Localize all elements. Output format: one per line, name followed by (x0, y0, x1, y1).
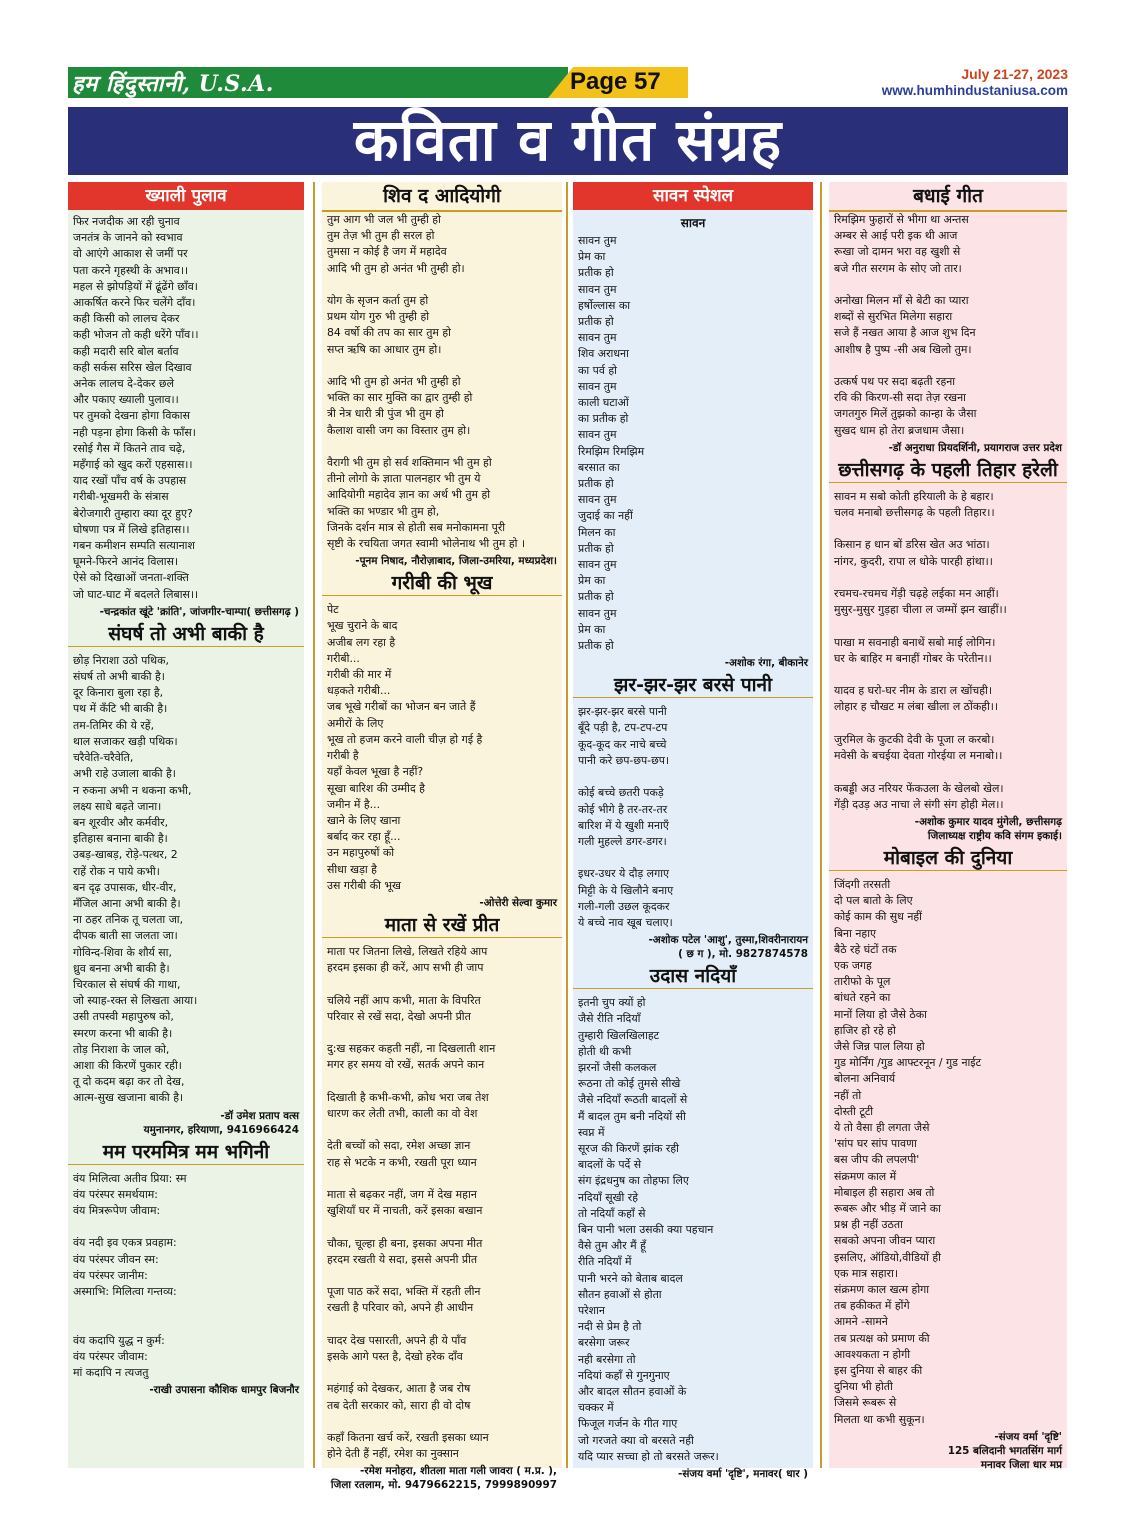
poem-author: -डॉ उमेश प्रताप वत्स यमुनानगर, हरियाणा, 9416966424 (143, 1109, 299, 1136)
poem-author: -राखी उपासना कौशिक धामपुर बिजनौर (149, 1384, 299, 1397)
poem-body: वंय मिलित्वा अतीव प्रिया: स्म वंय परंस्पर समर्थयाम: वंय मित्ररूपेण जीवाम: वंय नदी इव एकत्र प्रवहाम: वंय परंस्पर जीवन स्म: वंय परंस्पर जानीम: अस्माभि: मिलित्वा गन्तव्य: वंय कदापि युद्ध न कुर्म: वंय परंस्पर जीवाम: मां कदापि न त्यजतु (73, 1171, 187, 1379)
column-divider (313, 182, 315, 1468)
poem-title: माता से रखें प्रीत (322, 913, 562, 938)
poem-body: तुम आग भी जल भी तुम्ही हो तुम तेज़ भी तुम ही सरल हो तुमसा न कोई है जग में महादेव आदि भी तुम हो अनंत भी तुम्ही हो। योग के सृजन कर्ता तुम हो प्रथम योग गुरु भी तुम्ही हो 84 वर्षो की तप का सार तुम हो सप्त ऋषि का आधार तुम हो। आदि भी तुम हो अनंत भी तुम्ही हो भक्ति का सार मुक्ति का द्वार तुम्ही हो त्री नेत्र धारी त्री पुंज भी तुम हो कैलाश वासी जग का विस्तार तुम हो। वैरागी भी तुम हो सर्व शक्तिमान भी तुम हो तीनो लोगो के ज्ञाता पालनहार भी तुम ये आदियोगी महादेव ज्ञान का अर्थ भी तुम हो भक्ति का भण्डार भी तुम हो, जिनके दर्शन मात्र से होती सब मनोकामना पूरी सृष्टी के रचयिता जगत स्वामी भोलेनाथ भी तुम हो । (327, 213, 526, 551)
poem-body: जिंदगी तरसती दो पल बातो के लिए कोई काम की सुध नहीं बिना नहाए बैठे रहे घंटों तक एक जगह तारीफो के पूल बांधते रहने का मानों लिया हो जैसे ठेका हाजिर हो रहे हो जैसे जिन्न पाल लिया हो गुड मोर्निंग /गुड आफ्टरनून / गुड नाईट बोलना अनिवार्य नहीं तो दोस्ती टूटी ये तो वैसा ही लगता जैसे 'सांप घर सांप पावणा बस जीप की लपलपी' संक्रमण काल में मोबाइल ही सहारा अब तो रूबरू और भीड़ में जाने का प्रश्न ही नहीं उठता सबको अपना जीवन प्यारा इसलिए, ऑडियो,वीडियों ही एक मात्र सहारा। संक्रमण काल खत्म होगा तब हकीकत में होंगे आमने -सामने तब प्रत्यक्ष को प्रमाण की आवश्यकता न होगी इस दुनिया से बाहर की दुनिया भी होती जिसमे रूबरू से मिलता था कभी सुकून। (834, 877, 982, 1426)
poem-body: सावन म सबो कोती हरियाली के हे बहार। चलव मनाबो छत्तीसगढ़ के पहली तिहार।। किसान ह धान बों डरिस खेत अउ भांठा। नांगर, कुदरी, रापा ल धोके पारही हांथा।। रचमच-रचमच गेंड़ी चढ़हे लईका मन आहीं। मुसुर-मुसुर गुड़हा चीला ल जम्मों झन खाहीं।। पाखा म सवनाही बनाथें सबो माई लोगिन। घर के बाहिर म बनाहीं गोबर के परेतीन।। यादव ह घरो-घर नीम के डारा ल खोंचही। लोहार ह चौखट म लंबा खीला ल ठोंकही।। जुरमिल के कुटकी देवी के पूजा ल करबो। मवेसी के बचईया देवता गोरईया ल मनाबो।। कबड्डी अउ नरियर फेंकउला के खेलबो खेल। गेंड़ी दउड़ अउ नाचा ले संगी संग होही मेल।। (834, 489, 1007, 811)
poem-title: छत्तीसगढ़ के पहली तिहार हरेली (829, 458, 1067, 483)
poem-title: ख्याली पुलाव (68, 182, 304, 210)
website-link[interactable]: www.humhindustaniusa.com (881, 83, 1068, 98)
issue-date: July 21-27, 2023 (961, 66, 1068, 82)
poem-author: -अशोक पटेल 'आशु', तुस्मा,शिवरीनारायन ( छ ग ), मो. 9827874578 (648, 934, 808, 961)
poem-author: -पूनम निषाद, नौरोज़ाबाद, जिला-उमरिया, मध्यप्रदेश। (355, 555, 557, 568)
poem-title: उदास नदियाँ (573, 964, 813, 989)
poem-title: संघर्ष तो अभी बाकी है (68, 622, 304, 647)
poem-body: सावन तुम प्रेम का प्रतीक हो सावन तुम हर्षोल्लास का प्रतीक हो सावन तुम शिव अराधना का पर्व हो सावन तुम काली घटाओं का प्रतीक हो सावन तुम रिमझिम रिमझिम बरसात का प्रतीक हो सावन तुम जुदाई का नहीं मिलन का प्रतीक हो सावन तुम प्रेम का प्रतीक हो सावन तुम प्रेम का प्रतीक हो (578, 234, 645, 653)
page-title: कविता व गीत संग्रह (353, 106, 783, 174)
poem-title: गरीबी की भूख (322, 571, 562, 596)
poem-author: -रमेश मनोहरा, शीतला माता गली जावरा ( म.प्र. ), जिला रतलाम, मो. 9479662215, 7999890997 (330, 1465, 557, 1492)
poem-author: -अशोक कुमार यादव मुंगेली, छत्तीसगढ़ जिलाध्यक्ष राष्ट्रीय कवि संगम इकाई। (914, 815, 1062, 842)
column-4 (829, 182, 1067, 1471)
poem-author: -डॉ अनुराधा प्रियदर्शिनी, प्रयागराज उत्तर प्रदेश (888, 441, 1062, 454)
poem-title: शिव द आदियोगी (322, 182, 562, 212)
poem-body: पेट भूख चुराने के बाद अजीब लग रहा है गरीबी... गरीबी की मार में धड़कते गरीबी... जब भूखे गरीबों का भोजन बन जाते हैं अमीरों के लिए भूख तो हजम करने वाली चीज़ हो गई है गरीबी है यहाँ केवल भूखा है नहीं? सूखा बारिश की उम्मीद है जमीन में है... खाने के लिए खाना बर्बाद कर रहा हूँ... उन महापुरुषों को सीधा खड़ा है उस गरीबी की भूख (327, 603, 483, 892)
poem-body: रिमझिम फुहारों से भीगा था अन्तस अम्बर से आई परी इक थी आज रूखा जो दामन भरा वह खुशी से बजे गीत सरगम के सोए जो तार। अनोखा मिलन माँ से बेटी का प्यारा शब्दों से सुरभित मिलेगा सहारा सजे हैं नखत आया है आज शुभ दिन आशीष है पुष्प -सी अब खिलो तुम। उत्कर्ष पथ पर सदा बढ़ती रहना रवि की किरण-सी सदा तेज़ रखना जगतगुरु मिलें तुझको कान्हा के जैसा सुखद धाम हो तेरा ब्रजधाम जैसा। (834, 213, 977, 437)
poem-body: झर-झर-झर बरसे पानी बूँदे पड़ी है, टप-टप-टप कूद-कूद कर नाचे बच्चे पानी करे छप-छप-छप। कोई बच्चे छतरी पकड़े कोई भीगे है तर-तर-तर बारिश में ये खुशी मनाएँ गली मुहल्ले डगर-डगर। इधर-उधर ये दौड़ लगाए मिट्टी के ये खिलौने बनाए गली-गली उछल कूदकर ये बच्चे नाव खूब चलाए। (578, 705, 674, 929)
column-1 (68, 182, 304, 1468)
poem-title: झर-झर-झर बरसे पानी (573, 673, 813, 698)
poem-body: इतनी चुप क्यों हो जैसे रीति नदियाँ तुम्हारी खिलखिलाहट होती थी कभी झरनों जैसी कलकल रूठना तो कोई तुमसे सीखे जैसे नदियाँ रूठती बादलों से मैं बादल तुम बनी नदियों सी स्वप्न में सूरज की किरणें झांक रही बादलों के पर्दे से संग इंद्रधनुष का तोहफा लिए नदियाँ सूखी रहे तो नदियाँ कहाँ से बिन पानी भला उसकी क्या पहचान वैसे तुम और मैं हूँ रीति नदियाँ में पानी भरने को बेताब बादल सौतन हवाओं से होता परेशान नदी से प्रेम है तो बरसेगा जरूर नही बरसेगा तो नदियां कहाँ से गुनगुनाए और बादल सौतन हवाओं के चक्कर में फिजूल गर्जन के गीत गाए जो गरजते क्या वो बरसते नही यदि प्यार सच्चा हो तो बरसते जरूर। (578, 996, 719, 1463)
poem-body: फिर नजदीक आ रही चुनाव जनतंत्र के जानने को स्वभाव वो आएंगे आकाश से जमीं पर पता करने गृहस्थी के अभाव।। महल से झोपड़ियों में ढूंढेंगे छाँव। आकर्षित करने फिर चलेंगे दाँव। कही किसी को लालच देकर कही भोजन तो कही धरेंगे पाँव।। कही मदारी सरि बोल बर्ताव कही सर्कस सरिस खेल दिखाव अनेक लालच दे-देकर छले और पकाए ख्याली पुलाव।। पर तुमको देखना होगा विकास नही पड़ना होगा किसी के फाँस। रसोई गैस में कितने ताव चढ़े, महँगाई को खुद करों एहसास।। याद रखों पाँच वर्ष के उपहास गरीबी-भूखमरी के संत्रास बेरोजगारी तुम्हारा क्या दूर हुए? घोषणा पत्र में लिखे इतिहास।। गबन कमीशन सम्पति सत्यानाश घूमने-फिरने आनंद विलास। ऐसे को दिखाओं जनता-शक्ति जो घाट-घाट में बदलते लिबास।। (73, 215, 199, 601)
poem-title: मम परममित्र मम भगिनी (68, 1140, 304, 1165)
column-2 (322, 182, 562, 1492)
page-number: Page 57 (570, 68, 661, 95)
poem-body: छोड़ निराशा उठो पथिक, संघर्ष तो अभी बाकी है। दूर किनारा बुला रहा है, पथ में कँटि भी बाकी है। तम-तिमिर की ये रहें, थाल सजाकर खड़ी पथिक। चरैवेति-चरैवेति, अभी राहे उजाला बाकी है। न रुकना अभी न थकना कभी, लक्ष्य साधे बढ़ते जाना। बन शूरवीर और कर्मवीर, इतिहास बनाना बाकी है। उबड़-खाबड़, रोड़े-पत्थर, 2 राहें रोक न पाये कभी। बन दृढ़ उपासक, धीर-वीर, मँजिल आना अभी बाकी है। ना ठहर तनिक तू चलता जा, दीपक बाती सा जलता जा। गोविन्द-शिवा के शौर्य सा, ध्रुव बनना अभी बाकी है। चिरकाल से संघर्ष की गाथा, जो स्याह-रक्त से लिखता आया। उसी तपस्वी महापुरुष को, स्मरण करना भी बाकी है। तोड़ निराशा के जाल को, आशा की किरणें पुकार रही। तू दो कदम बढ़ा कर तो देख, आत्म-सुख खजाना बाकी है। (73, 653, 198, 1105)
poem-author: -अशोक रंगा, बीकानेर (724, 657, 808, 670)
poem-author: -संजय वर्मा 'दृष्टि', मनावर( धार ) (678, 1468, 808, 1481)
poem-title: सावन स्पेशल (573, 182, 813, 210)
poem-body: माता पर जितना लिखे, लिखते रहिये आप हरदम इसका ही करें, आप सभी ही जाप चलिये नहीं आप कभी, माता के विपरित परिवार से रखें सदा, देखो अपनी प्रीत दु:ख सहकर कहती नहीं, ना दिखलाती शान मगर हर समय वो रखें, सतर्क अपने कान दिखाती है कभी-कभी, क्रोध भरा जब तेश धारण कर लेती तभी, काली का वो वेश देती बच्चों को सदा, रमेश अच्छा ज्ञान राह से भटके न कभी, रखती पूरा ध्यान माता से बढ़कर नहीं, जग में देख महान खुशियाँ घर में नाचती, करें इसका बखान चौका, चूल्हा ही बना, इसका अपना मीत हरदम रखती ये सदा, इससे अपनी प्रीत पूजा पाठ करें सदा, भक्ति में रहती लीन रखती है परिवार को, अपने ही आधीन चादर देख पसारती, अपने ही ये पाँव इसके आगे पस्त है, देखो हरेक दाँव महंगाई को देखकर, आता है जब रोष तब देती सरकार को, सारा ही वो दोष कहाँ कितना खर्च करें, रखती इसका ध्यान होने देती हैं नहीं, रमेश का नुक्सान (327, 944, 496, 1461)
column-divider (820, 182, 822, 1468)
brand-name: हम हिंदुस्तानी, U.S.A. (72, 71, 274, 97)
poem-author: -ओत्तेरी सेल्वा कुमार (479, 896, 557, 909)
column-3 (573, 182, 813, 1481)
poem-author: -चन्द्रकांत खूंटे 'क्रांति', जांजगीर-चाम्पा( छत्तीसगढ़ ) (99, 605, 299, 618)
poem-title: बधाई गीत (829, 182, 1067, 212)
poem-title: मोबाइल की दुनिया (829, 846, 1067, 871)
poem-subtitle: सावन (680, 216, 706, 230)
poem-author: -संजय वर्मा 'दृष्टि' 125 बलिदानी भगतसिंग मार्ग मनावर जिला धार मप्र (947, 1430, 1062, 1471)
column-divider (566, 182, 568, 1468)
